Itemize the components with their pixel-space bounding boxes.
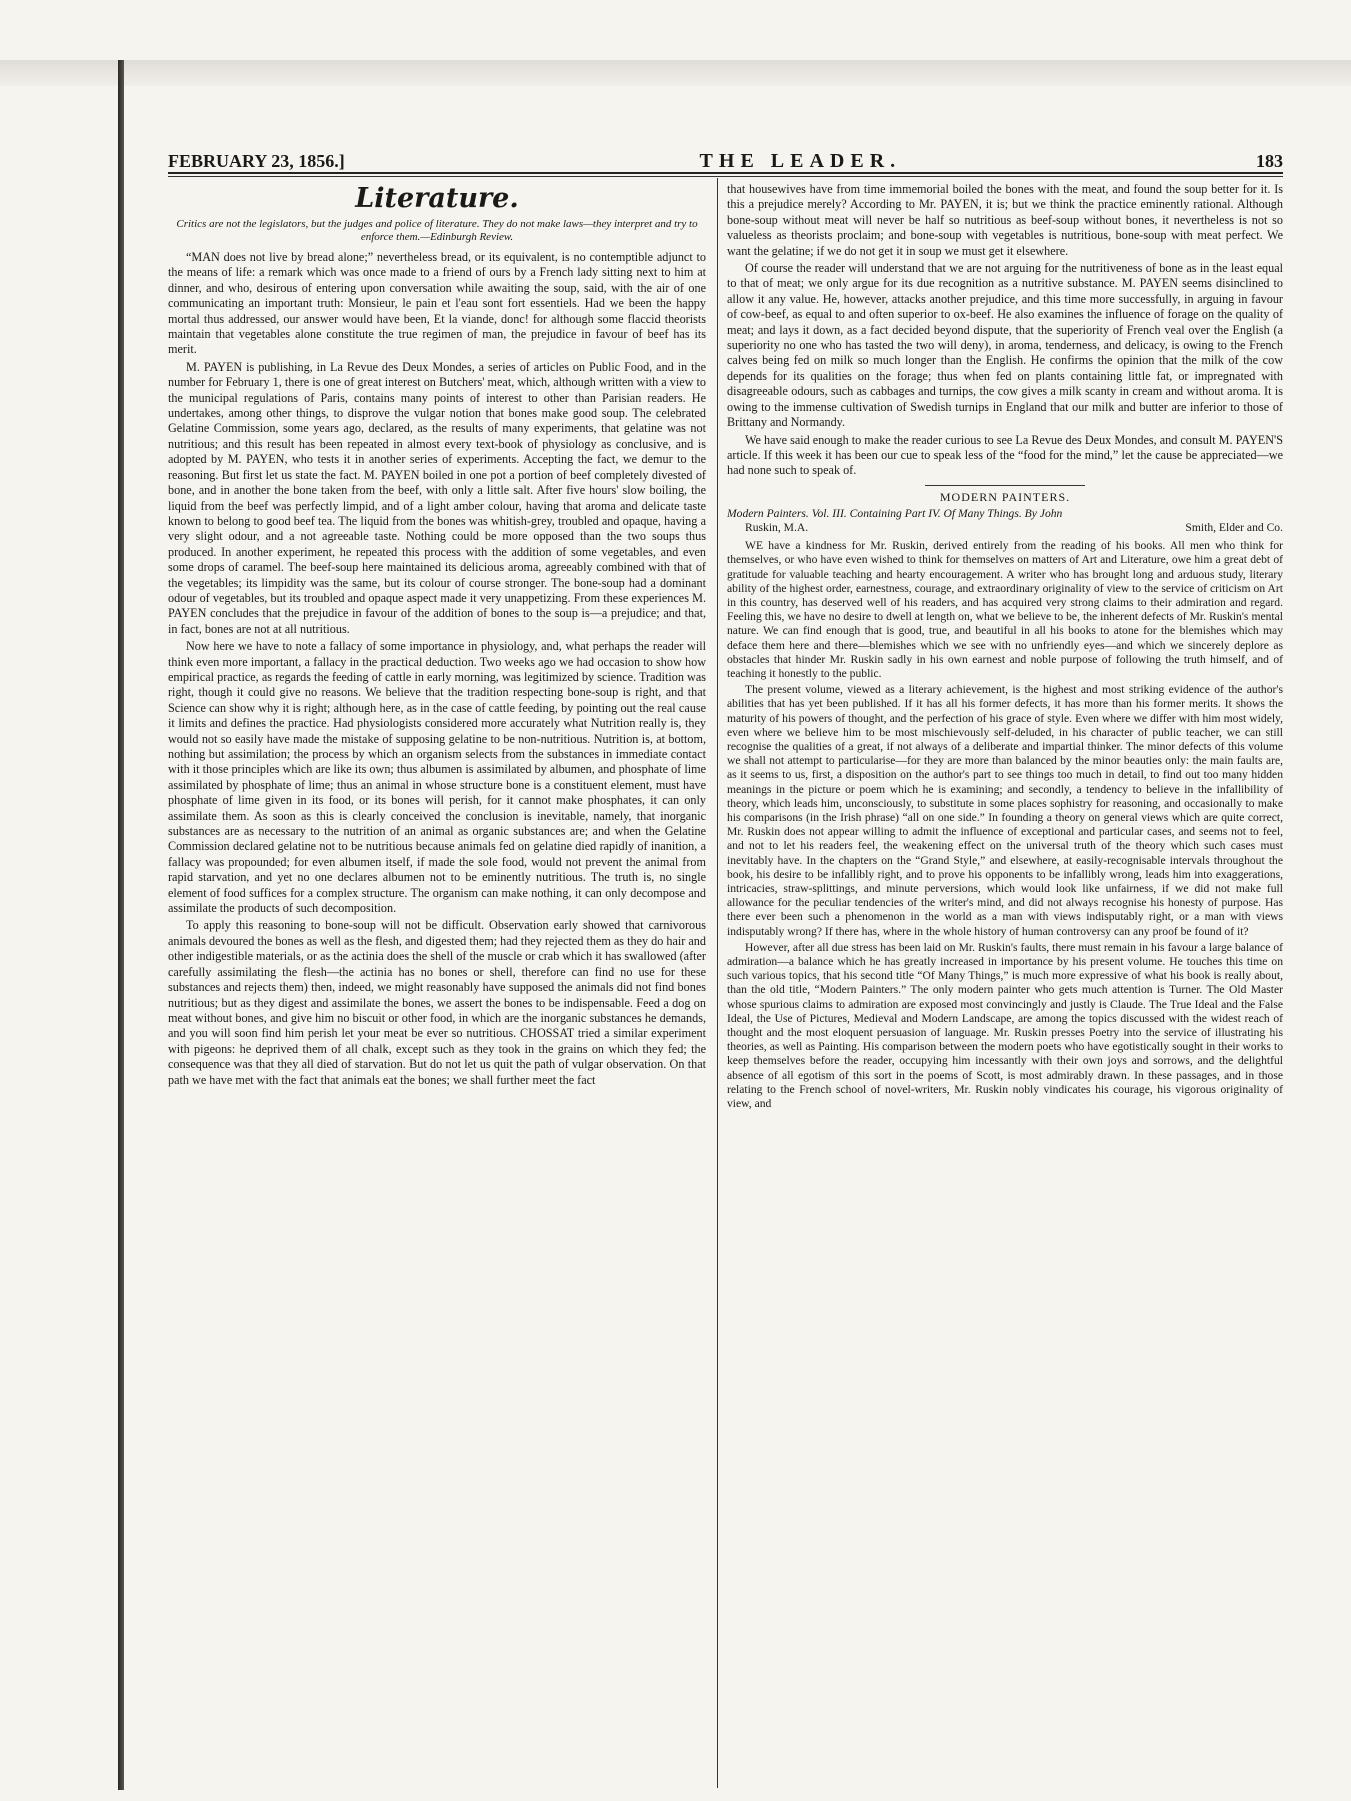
book-author: Ruskin, M.A.: [745, 521, 809, 535]
header-rule-thin: [168, 176, 1283, 177]
masthead-title: THE LEADER.: [699, 150, 902, 172]
review-paragraph: The present volume, viewed as a literary achievement, is the highest and most striking evidence of the author's abilities that has yet been published. If it has all his former defects, it has more than his former merits. It shows the maturity of his powers of thought, and the perfection of his grace of style. Even where we differ with him most widely, even where we believe him to be most mischievously self-deluded, in his character of public teacher, we can still recognise the qualities of a great, if not always of a deliberate and impartial thinker. The minor defects of this volume we shall not attempt to particularise—for they are more than balanced by the minor beauties only: the main faults are, as it seems to us, first, a disposition on the author's part to see things too much in detail, to find out too many hidden meanings in the picture or poem which he is examining; and secondly, a tendency to believe in the infallibility of theory, which leads him, unconsciously, to substitute in some places sophistry for reasoning, and occasionally to make his comparisons (in the Irish phrase) “all on one side.” In founding a theory on general views which are quite correct, Mr. Ruskin does not appear willing to admit the influence of exceptional and particular cases, and seems not to feel, and not to let his readers feel, the weakening effect on the universal truth of the theory which such cases must inevitably have. In the chapters on the “Grand Style,” and elsewhere, at easily-recognisable intervals throughout the book, his desire to be infallibly right, and to prove his opponents to be infallibly wrong, leads him into exaggerations, intricacies, straw-splittings, and minute perversions, which would look like unfairness, if we did not make full allowance for the peculiar tendencies of the writer's mind, and did not always recognise his honesty of purpose. Has there ever been such a phenomenon in the world as a man with views indisputably right, or a man with views indisputably wrong? If there has, where in the whole history of human controversy can any proof be found of it?: [727, 683, 1283, 938]
page-number: 183: [1255, 151, 1283, 171]
article-paragraph: “MAN does not live by bread alone;” nevertheless bread, or its equivalent, is no contemptible adjunct to the means of life: a remark which was once made to a friend of ours by a French lady sitting next to him at dinner, and who, desirous of entering upon conversation while awaiting the soup, said, with the air of one communicating an important truth: Monsieur, le pain et l'eau sont fort essentiels. Had we been the happy mortal thus addressed, our answer would have been, Et la viande, donc! for although some flaccid theorists maintain that vegetables alone constitute the true regimen of man, the prejudice in favour of beef has its merit.: [168, 250, 706, 357]
right-column: [727, 182, 1283, 1782]
left-column: [168, 182, 706, 1782]
header-rule-thick: [168, 172, 1283, 174]
column-divider: [717, 178, 718, 1788]
review-separator-rule: [925, 485, 1085, 486]
section-heading: Literature.: [355, 183, 519, 214]
article-paragraph: M. PAYEN is publishing, in La Revue des Deux Mondes, a series of articles on Public Food, and in the number for February 1, there is one of great interest on Butchers' meat, which, although written with a view to the municipal regulations of Paris, contains many points of interest to other than Parisian readers. He undertakes, among other things, to disprove the vulgar notion that bones make good soup. The celebrated Gelatine Commission, some years ago, declared, as the results of many experiments, that gelatine was not nutritious; and this result has been repeated in almost every text-book of physiology as conclusive, and is adopted by M. PAYEN, who tests it in another series of experiments. Accepting the fact, we demur to the reasoning. But first let us state the fact. M. PAYEN boiled in one pot a portion of beef completely divested of bone, and in another the bone taken from the beef, with only a little salt. After five hours' slow boiling, the liquid from the beef was perfectly limpid, and of a light amber colour, having that aroma and delicate taste known to belong to good beef tea. The liquid from the bones was whitish-grey, troubled and opaque, having a very slight odour, and a not agreeable taste. Nothing could be more opposed than the two soups thus produced. In another experiment, he repeated this process with the addition of some vegetables, and even some drops of caramel. The beef-soup here maintained its delicious aroma, agreeably combined with that of the vegetables; its limpidity was the same, but its colour of course stronger. The bone-soup had a dominant odour of vegetables, but its troubled and opaque aspect made it very unappetizing. From these experiences M. PAYEN concludes that the prejudice in favour of the addition of bones to the soup is—a prejudice; and that, in fact, bones are not at all nutritious.: [168, 359, 706, 636]
book-citation: [727, 507, 1283, 535]
book-publisher: Smith, Elder and Co.: [1185, 521, 1283, 535]
article-paragraph-continued: that housewives have from time immemorial boiled the bones with the meat, and found the soup better for it. Is this a prejudice merely? According to Mr. PAYEN, it is; but we think the practice eminently rational. Although bone-soup without meat will never be half so nutritious as beef-soup without bones, it nevertheless is not so valueless as theorists proclaim; and bone-soup with vegetables is nutritious, bone-soup with meat perfect. We want the gelatine; if we do not get it in soup we must get it elsewhere.: [727, 182, 1283, 258]
review-paragraph: WE have a kindness for Mr. Ruskin, derived entirely from the reading of his books. All men who think for themselves, or who have even wished to think for themselves on matters of Art and Literature, owe him a great debt of gratitude for valuable teaching and hearty encouragement. A writer who has brought long and arduous study, literary ability of the highest order, earnestness, courage, and extraordinary originality of view to the service of criticism on Art in this country, has deserved well of his readers, and has acquired very strong claims to their admiration and regard. Feeling this, we have no desire to dwell at length on, what we believe to be, the inherent defects of Mr. Ruskin's mental nature. We can find enough that is good, true, and beautiful in all his books to atone for the blemishes which may deface them here and there—blemishes which we see with no unfriendly eyes—and which we sincerely deplore as obstacles that hinder Mr. Ruskin sadly in his own earnest and noble purpose of following the truth himself, and of teaching it honestly to the public.: [727, 539, 1283, 680]
header-date: FEBRUARY 23, 1856.]: [168, 151, 345, 171]
page-scan-shadow: [0, 60, 1351, 86]
article-paragraph: Now here we have to note a fallacy of some importance in physiology, and, what perhaps the reader will think even more important, a fallacy in the practical deduction. Two weeks ago we had occasion to show how empirical practice, as regards the feeding of cattle in early morning, was legitimized by science. Tradition was right, though it could give no reasons. We believe that the tradition respecting bone-soup is right, and that Science can show why it is right; although here, as in the case of cattle feeding, by pointing out the real cause it limits and defines the practice. Had physiologists considered more accurately what Nutrition really is, they would not so easily have made the mistake of supposing gelatine to be non-nutritious. Nutrition is, at bottom, nothing but assimilation; the process by which an organism selects from the substances in immediate contact with it those principles which are like its own; thus albumen is assimilated by albumen, and phosphate of lime assimilated by phosphate of lime; thus an animal in whose structure bone is a constituent element, must have phosphate of lime given in its food, or its bones will perish, for it cannot make phosphates, it can only assimilate them. As soon as this is clearly conceived the conclusion is inevitable, namely, that inorganic substances are as necessary to the nutrition of an animal as organic substances are; and when the Gelatine Commission declared gelatine not to be nutritious because animals fed on gelatine died rapidly of inanition, a fallacy was propounded; for even albumen itself, if made the sole food, would not prevent the animal from rapid starvation, and yet no one declares albumen not to be eminently nutritious. The truth is, no single element of food suffices for a complex structure. The organism can make nothing, it can only decompose and assimilate the products of such decomposition.: [168, 639, 706, 916]
article-paragraph: To apply this reasoning to bone-soup will not be difficult. Observation early showed that carnivorous animals devoured the bones as well as the flesh, and digested them; had they rejected them as they do hair and other indigestible materials, or as the actinia does the shell of the muscle or crab which it has swallowed (after carefully assimilating the flesh—the actinia has no bones or shell, therefore can find no use for these substances and rejects them) then, indeed, we might reasonably have supposed the animals did not find bones nutritious; but as they digest and assimilate the bones, we assert the bones to be indispensable. Feed a dog on meat without bones, and give him no biscuit or other food, in which are the inorganic substances he demands, and you will soon find him perish let your meat be ever so nutritious. CHOSSAT tried a similar experiment with pigeons: he deprived them of all chalk, except such as they took in the grains on which they fed; the consequence was that they all died of starvation. But do not let us quit the path of vulgar observation. On that path we have met with the fact that animals eat the bones; we shall further meet the fact: [168, 918, 706, 1087]
review-paragraph: However, after all due stress has been laid on Mr. Ruskin's faults, there must remain in his favour a large balance of admiration—a balance which he has greatly increased in importance by his present volume. He touches this time on such various topics, that his second title “Of Many Things,” is much more expressive of what his book is really about, than the old title, “Modern Painters.” The only modern painter who gets much attention is Turner. The Old Master whose spurious claims to admiration are exposed most convincingly and justly is Claude. The True Ideal and the False Ideal, the Use of Pictures, Medieval and Modern Landscape, are among the topics discussed with the widest reach of thought and the most eloquent persuasion of language. Mr. Ruskin presses Poetry into the service of illustrating his theories, as well as Painting. His comparison between the modern poets who have egotistically sought in their works to keep themselves before the reader, occupying him incessantly with their own joys and sorrows, and the delightful absence of all egotism of this sort in the poems of Scott, is most admirably drawn. In these passages, and in those relating to the French school of novel-writers, Mr. Ruskin nobly vindicates his courage, his vigorous originality of view, and: [727, 940, 1283, 1111]
binding-edge: [118, 60, 124, 1790]
article-paragraph: We have said enough to make the reader curious to see La Revue des Deux Mondes, and consult M. PAYEN'S article. If this week it has been our cue to speak less of the “food for the mind,” let the cause be appreciated—we had none such to speak of.: [727, 432, 1283, 478]
article-paragraph: Of course the reader will understand that we are not arguing for the nutritiveness of bone as in the least equal to that of meat; we only argue for its due recognition as a nutritive substance. M. PAYEN seems disinclined to allow it any value. He, however, attacks another prejudice, and this time more successfully, in arguing in favour of cow-beef, as equal to and often superior to ox-beef. He also examines the influence of forage on the quality of meat; and lays it down, as a fact decided beyond dispute, that the superiority of French veal over the English (a superiority no one who has tasted the two will deny), in aroma, tenderness, and delicacy, is owing to the French calves being fed on milk so much longer than the English. He confirms the opinion that the milk of the cow depends for its qualities on the forage; thus when fed on plants containing little fat, or impregnated with disagreeable odours, such as cabbages and turnips, the cow gives a milk scanty in cream and without aroma. It is owing to the immense cultivation of Swedish turnips in England that our milk and butter are inferior to those of Brittany and Normandy.: [727, 261, 1283, 430]
review-title: MODERN PAINTERS.: [939, 489, 1071, 504]
book-citation-line1: Modern Painters. Vol. III. Containing Part IV. Of Many Things. By John: [727, 507, 1063, 521]
section-motto: Critics are not the legislators, but the judges and police of literature. They do not make laws—they interpret and try to enforce them.—Edinburgh Review.: [176, 218, 698, 243]
